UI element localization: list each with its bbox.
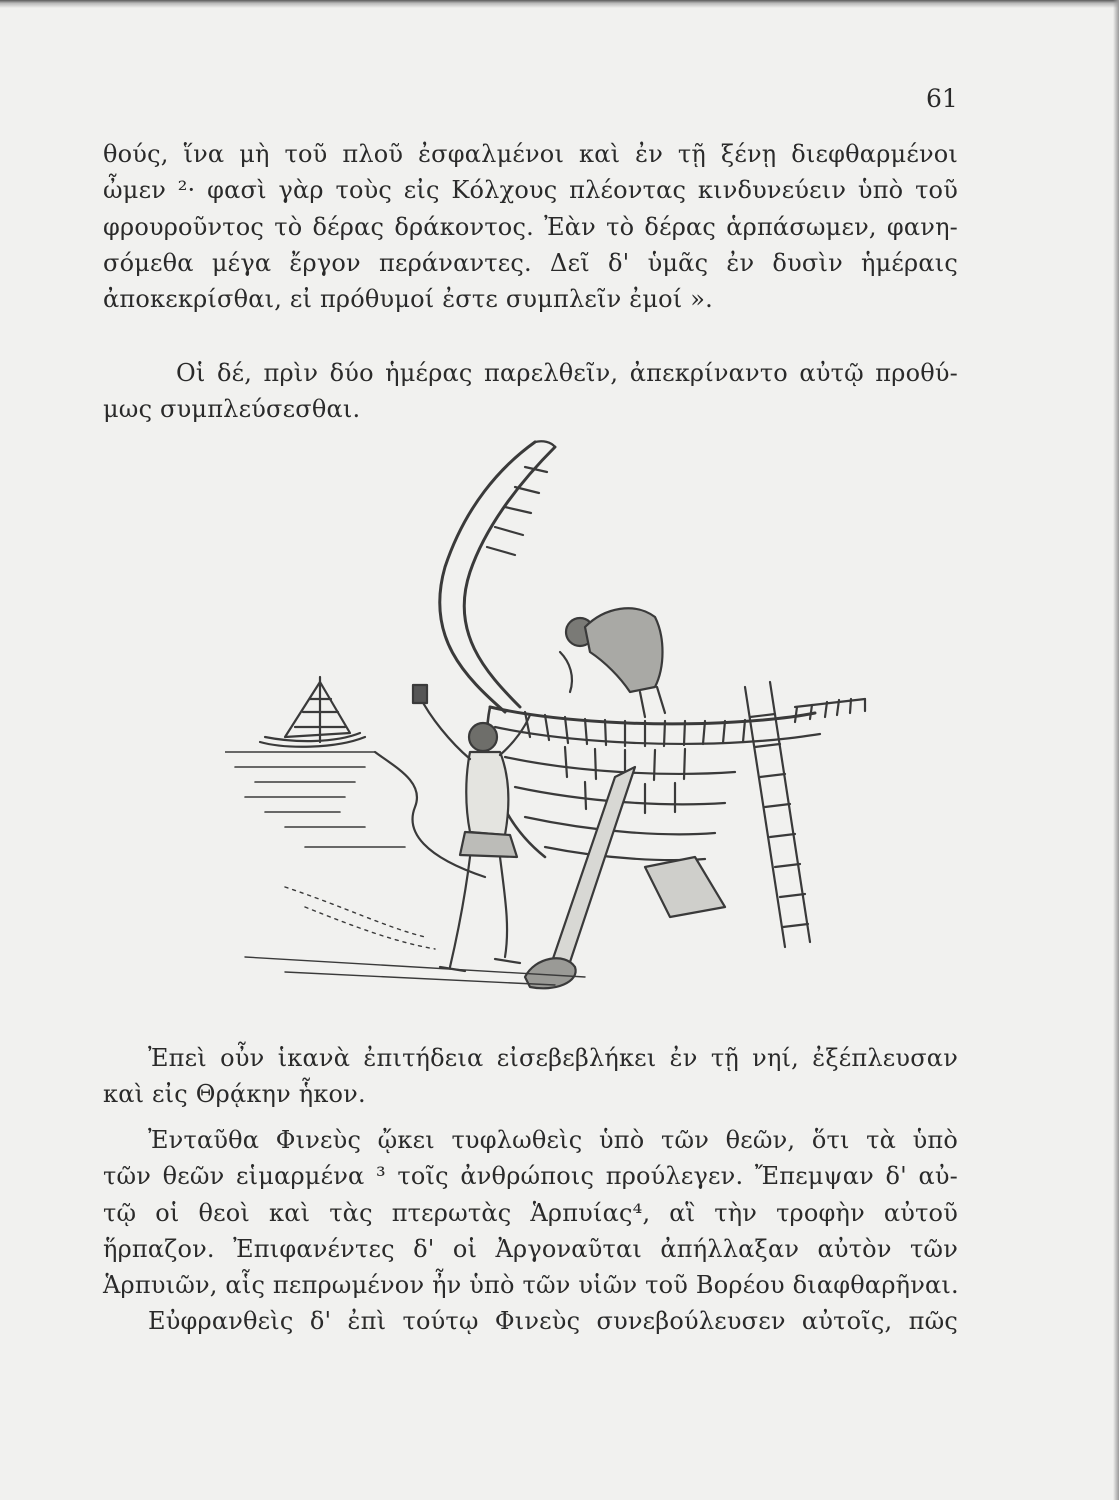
paragraph-2 (103, 355, 958, 428)
text-line: σόμεθα μέγα ἔργον περάναντες. Δεῖ δ' ὑμᾶς ἐν δυσὶν ἡμέραις (103, 248, 958, 277)
text-line: ἥρπαζον. Ἐπιφανέντες δ' οἱ Ἀργοναῦται ἀπήλλαξαν αὐτὸν τῶν (103, 1234, 958, 1263)
text-line: Ἐπεὶ οὖν ἱκανὰ ἐπιτήδεια εἰσεβεβλήκει ἐν τῇ νηί, ἐξέπλευσαν (148, 1044, 958, 1072)
stern-post (440, 441, 555, 712)
paragraph-4 (103, 1122, 958, 1340)
text-line: Ἁρπυιῶν, αἷς πεπρωμένον ἦν ὑπὸ τῶν υἱῶν τοῦ Βορέου διαφθαρῆναι. (103, 1271, 959, 1300)
text-line: Οἱ δέ, πρὶν δύο ἡμέρας παρελθεῖν, ἀπεκρίναντο αὐτῷ προθύ- (176, 359, 958, 387)
text-line: θούς, ἵνα μὴ τοῦ πλοῦ ἐσφαλμένοι καὶ ἐν τῇ ξένῃ διεφθαρμένοι (103, 140, 958, 168)
text-line: ἀποκεκρίσθαι, εἰ πρόθυμοί ἐστε συμπλεῖν ἐμοί ». (103, 285, 713, 314)
text-line: φρουροῦντος τὸ δέρας δράκοντος. Ἐὰν τὸ δέρας ἁρπάσωμεν, φανη- (103, 212, 958, 241)
worker-figure (560, 608, 665, 717)
ship-hull (487, 699, 865, 860)
page-number: 61 (926, 84, 958, 113)
text-line: Εὐφρανθεὶς δ' ἐπὶ τούτῳ Φινεὺς συνεβούλευσεν αὐτοῖς, πῶς (148, 1307, 958, 1336)
text-line: τῶν θεῶν εἱμαρμένα ³ τοῖς ἀνθρώποις προύλεγεν. Ἔπεμψαν δ' αὐ- (103, 1162, 958, 1191)
text-line: μως συμπλεύσεσθαι. (103, 395, 361, 424)
page-right-edge (1113, 0, 1119, 1500)
man-with-fleece (413, 685, 530, 971)
support-beam (525, 767, 635, 988)
text-line: ὦμεν ²· φασὶ γὰρ τοὺς εἰς Κόλχους πλέοντας κινδυνεύειν ὑπὸ τοῦ (103, 176, 958, 205)
page-top-edge (0, 0, 1119, 8)
text-line: καὶ εἰς Θρᾴκην ἧκον. (103, 1080, 366, 1109)
distant-ship (260, 677, 365, 747)
text-line: Ἐνταῦθα Φινεὺς ᾤκει τυφλωθεὶς ὑπὸ τῶν θεῶν, ὅτι τὰ ὑπὸ (148, 1126, 958, 1154)
paragraph-1 (103, 136, 958, 317)
argo-ship-building-illustration (225, 437, 885, 1012)
text-line: τῷ οἱ θεοὶ καὶ τὰς πτερωτὰς Ἁρπυίας⁴, αἳ τὴν τροφὴν αὐτοῦ (103, 1198, 958, 1227)
paragraph-3 (103, 1040, 958, 1113)
sea-lines (225, 752, 405, 847)
